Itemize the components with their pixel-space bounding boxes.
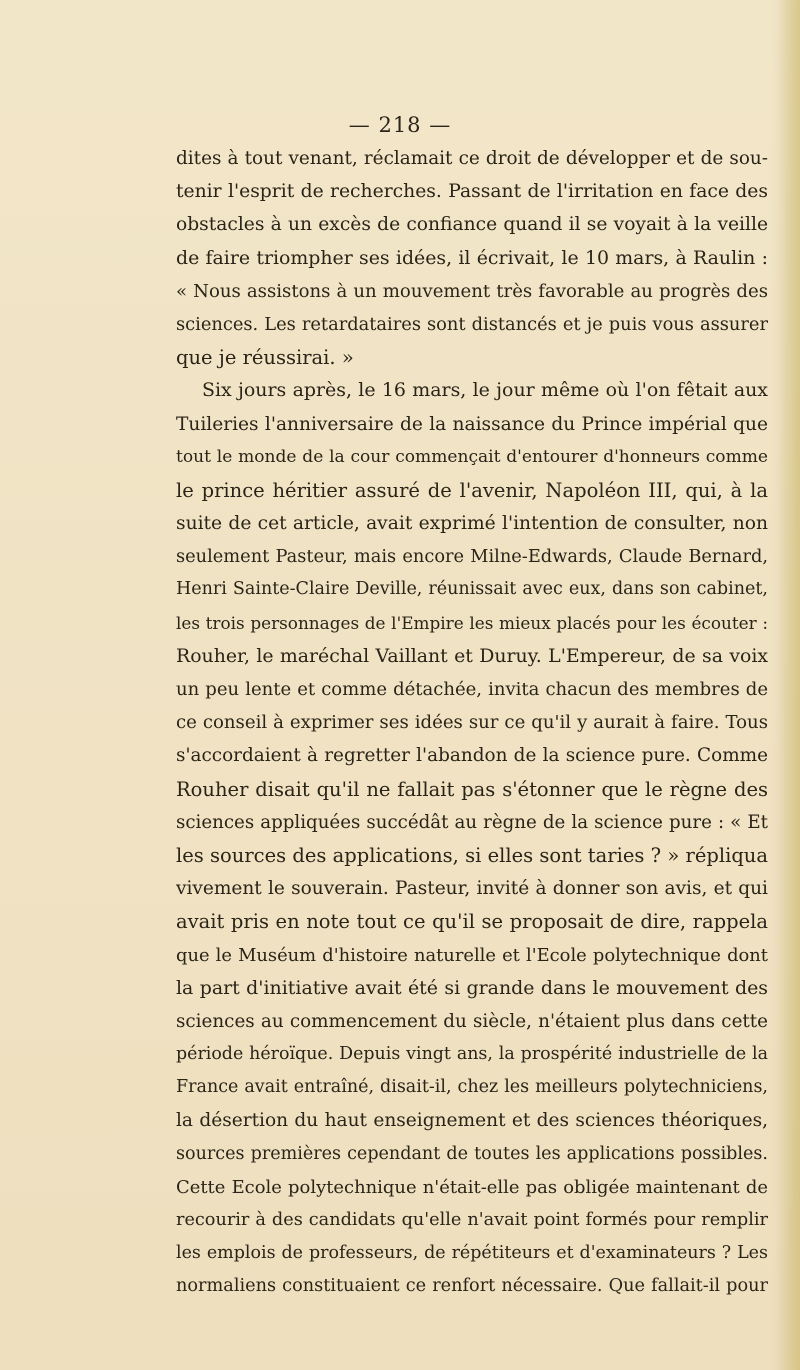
text-line: la part d'initiative avait été si grande dans le mouvement des (176, 976, 768, 999)
text-line: sciences. Les retardataires sont distancés et je puis vous assurer (176, 313, 768, 335)
text-line: ce conseil à exprimer ses idées sur ce qu'il y aurait à faire. Tous (176, 712, 768, 734)
text-line: sciences appliquées succédât au règne de la science pure : « Et (176, 811, 768, 833)
text-line: tenir l'esprit de recherches. Passant de l'irritation en face des (176, 181, 768, 203)
page-edge-stain (778, 0, 800, 1370)
text-line: seulement Pasteur, mais encore Milne-Edwards, Claude Bernard, (176, 546, 768, 568)
text-line: sciences au commencement du siècle, n'étaient plus dans cette (176, 1010, 768, 1032)
text-line: Six jours après, le 16 mars, le jour même où l'on fêtait aux (202, 379, 768, 402)
text-line: Rouher disait qu'il ne fallait pas s'étonner que le règne des (176, 777, 768, 801)
text-line: vivement le souverain. Pasteur, invité à donner son avis, et qui (176, 878, 768, 900)
text-line: « Nous assistons à un mouvement très favorable au progrès des (176, 280, 768, 302)
text-line: obstacles à un excès de confiance quand il se voyait à la veille (176, 214, 768, 236)
text-line: avait pris en note tout ce qu'il se proposait de dire, rappela (176, 910, 768, 934)
text-line: période héroïque. Depuis vingt ans, la prospérité industrielle de la (176, 1044, 768, 1065)
text-line: sources premières cependant de toutes les applications possibles. (176, 1143, 768, 1164)
text-line: Henri Sainte-Claire Deville, réunissait avec eux, dans son cabinet, (176, 579, 768, 600)
text-line: Rouher, le maréchal Vaillant et Duruy. L'Empereur, de sa voix (176, 644, 768, 667)
text-line: s'accordaient à regretter l'abandon de la science pure. Comme (176, 745, 768, 767)
text-line: de faire triompher ses idées, il écrivait, le 10 mars, à Raulin : (176, 246, 768, 269)
text-line: France avait entraîné, disait-il, chez les meilleurs polytechniciens, (176, 1077, 768, 1098)
text-line: que je réussirai. » (176, 346, 354, 370)
text-line: dites à tout venant, réclamait ce droit de développer et de sou- (176, 148, 768, 169)
text-line: normaliens constituaient ce renfort nécessaire. Que fallait-il pour (176, 1276, 768, 1297)
text-line: Cette Ecole polytechnique n'était-elle pas obligée maintenant de (176, 1176, 768, 1198)
text-line: la désertion du haut enseignement et des sciences théoriques, (176, 1110, 768, 1132)
body-text (176, 142, 768, 1304)
page-number: — 218 — (348, 113, 452, 137)
text-line: que le Muséum d'histoire naturelle et l'Ecole polytechnique dont (176, 944, 768, 966)
text-line: un peu lente et comme détachée, invita chacun des membres de (176, 679, 768, 700)
text-line: les sources des applications, si elles sont taries ? » répliqua (176, 843, 768, 867)
text-line: Tuileries l'anniversaire de la naissance du Prince impérial que (176, 413, 768, 435)
text-line: le prince héritier assuré de l'avenir, Napoléon III, qui, à la (176, 478, 768, 502)
text-line: suite de cet article, avait exprimé l'intention de consulter, non (176, 513, 768, 535)
text-line: les trois personnages de l'Empire les mieux placés pour les écouter : (176, 612, 768, 633)
text-line: les emplois de professeurs, de répétiteurs et d'examinateurs ? Les (176, 1243, 768, 1264)
text-line: recourir à des candidats qu'elle n'avait point formés pour remplir (176, 1210, 768, 1230)
text-line: tout le monde de la cour commençait d'entourer d'honneurs comme (176, 446, 768, 467)
